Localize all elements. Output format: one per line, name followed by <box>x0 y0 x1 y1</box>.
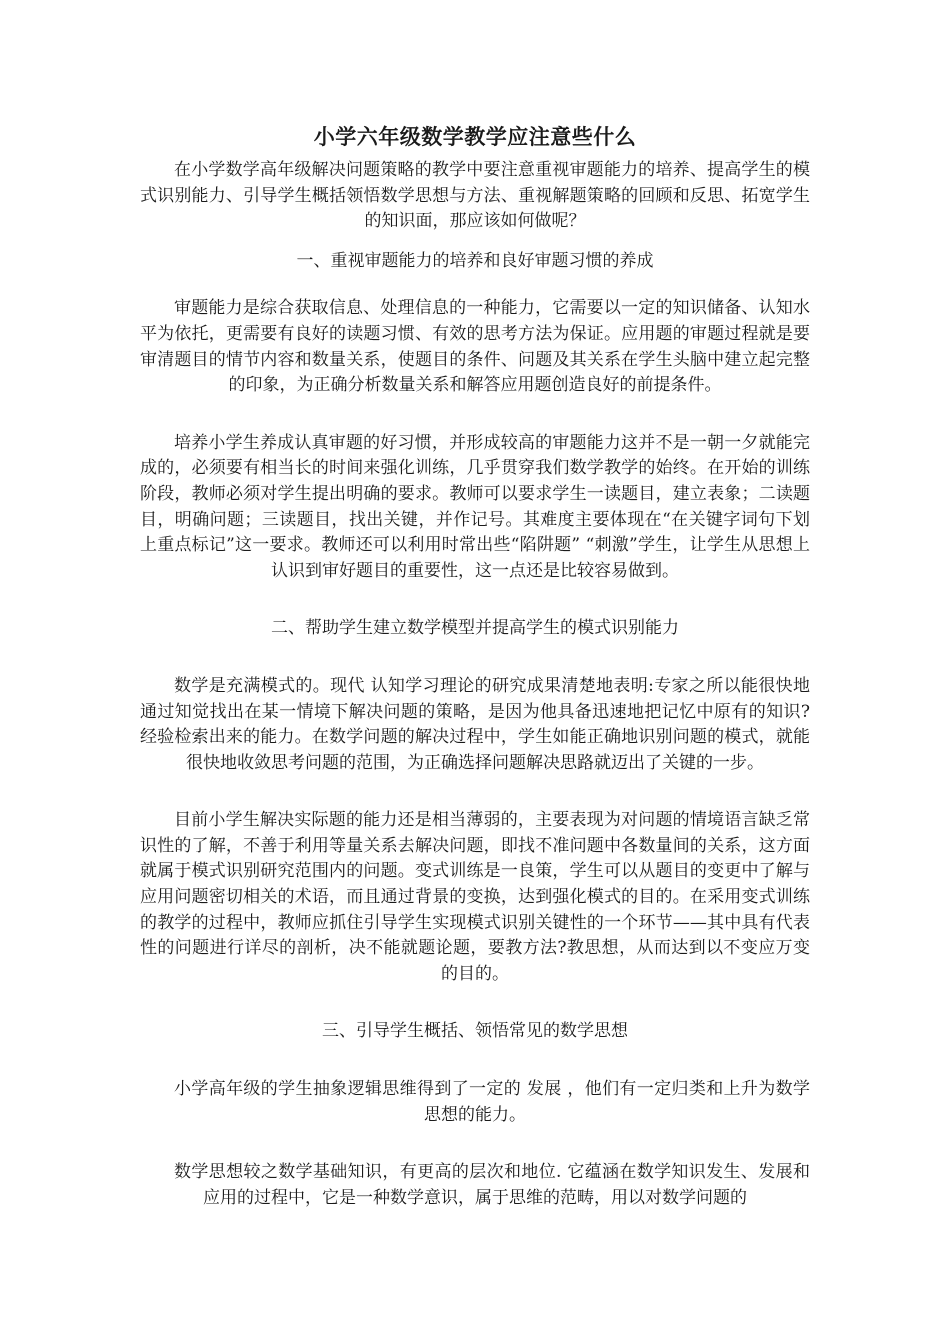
section-2-paragraph-2: 目前小学生解决实际题的能力还是相当薄弱的，主要表现为对问题的情境语言缺乏常识性的了解，不善于利用等量关系去解决问题，即找不准问题中各数量间的关系，这方面就属于模式识别研究范围内的问题。变式训练是一良策，学生可以从题目的变更中了解与应用问题密切相关的术语，而且通过背景的变换，达到强化模式的目的。在采用变式训练的教学的过程中，教师应抓住引导学生实现模式识别关键性的一个环节——其中具有代表性的问题进行详尽的剖析，决不能就题论题，要教方法?教思想，从而达到以不变应万变的目的。 <box>140 810 810 984</box>
section-1-paragraph-1: 审题能力是综合获取信息、处理信息的一种能力，它需要以一定的知识储备、认知水平为依托，更需要有良好的读题习惯、有效的思考方法为保证。应用题的审题过程就是要审清题目的情节内容和数量关系，使题目的条件、问题及其关系在学生头脑中建立起完整的印象，为正确分析数量关系和解答应用题创造良好的前提条件。 <box>140 298 810 396</box>
section-1-heading: 一、重视审题能力的培养和良好审题习惯的养成 <box>296 250 654 271</box>
document-title: 小学六年级数学教学应注意些什么 <box>313 124 637 149</box>
section-3-paragraph-1: 小学高年级的学生抽象逻辑思维得到了一定的 发展 ，他们有一定归类和上升为数学思想的能力。 <box>174 1079 810 1125</box>
section-3-heading: 三、引导学生概括、领悟常见的数学思想 <box>322 1021 628 1042</box>
section-2-paragraph-1: 数学是充满模式的。现代 认知学习理论的研究成果清楚地表明:专家之所以能很快地通过知觉找出在某一情境下解决问题的策略，是因为他具备迅速地把记忆中原有的知识?经验检索出来的能力。在数学问题的解决过程中，学生如能正确地识别问题的模式，就能很快地收敛思考问题的范围，为正确选择问题解决思路就迈出了关键的一步。 <box>140 675 810 773</box>
section-3-paragraph-2: 数学思想较之数学基础知识，有更高的层次和地位. 它蕴涵在数学知识发生、发展和应用的过程中，它是一种数学意识，属于思维的范畴，用以对数学问题的 <box>174 1162 810 1208</box>
document-page <box>140 122 810 1211</box>
intro-paragraph: 在小学数学高年级解决问题策略的教学中要注意重视审题能力的培养、提高学生的模式识别能力、引导学生概括领悟数学思想与方法、重视解题策略的回顾和反思、拓宽学生的知识面，那应该如何做呢？ <box>140 160 810 232</box>
section-2-heading: 二、帮助学生建立数学模型并提高学生的模式识别能力 <box>271 618 679 639</box>
section-1-paragraph-2: 培养小学生养成认真审题的好习惯，并形成较高的审题能力这并不是一朝一夕就能完成的，必须要有相当长的时间来强化训练，几乎贯穿我们数学教学的始终。在开始的训练阶段，教师必须对学生提出明确的要求。教师可以要求学生一读题目，建立表象；二读题目，明确问题；三读题目，找出关键，并作记号。其难度主要体现在“在关键字词句下划上重点标记”这一要求。教师还可以利用时常出些“陷阱题” “刺激”学生，让学生从思想上认识到审好题目的重要性，这一点还是比较容易做到。 <box>140 432 810 581</box>
